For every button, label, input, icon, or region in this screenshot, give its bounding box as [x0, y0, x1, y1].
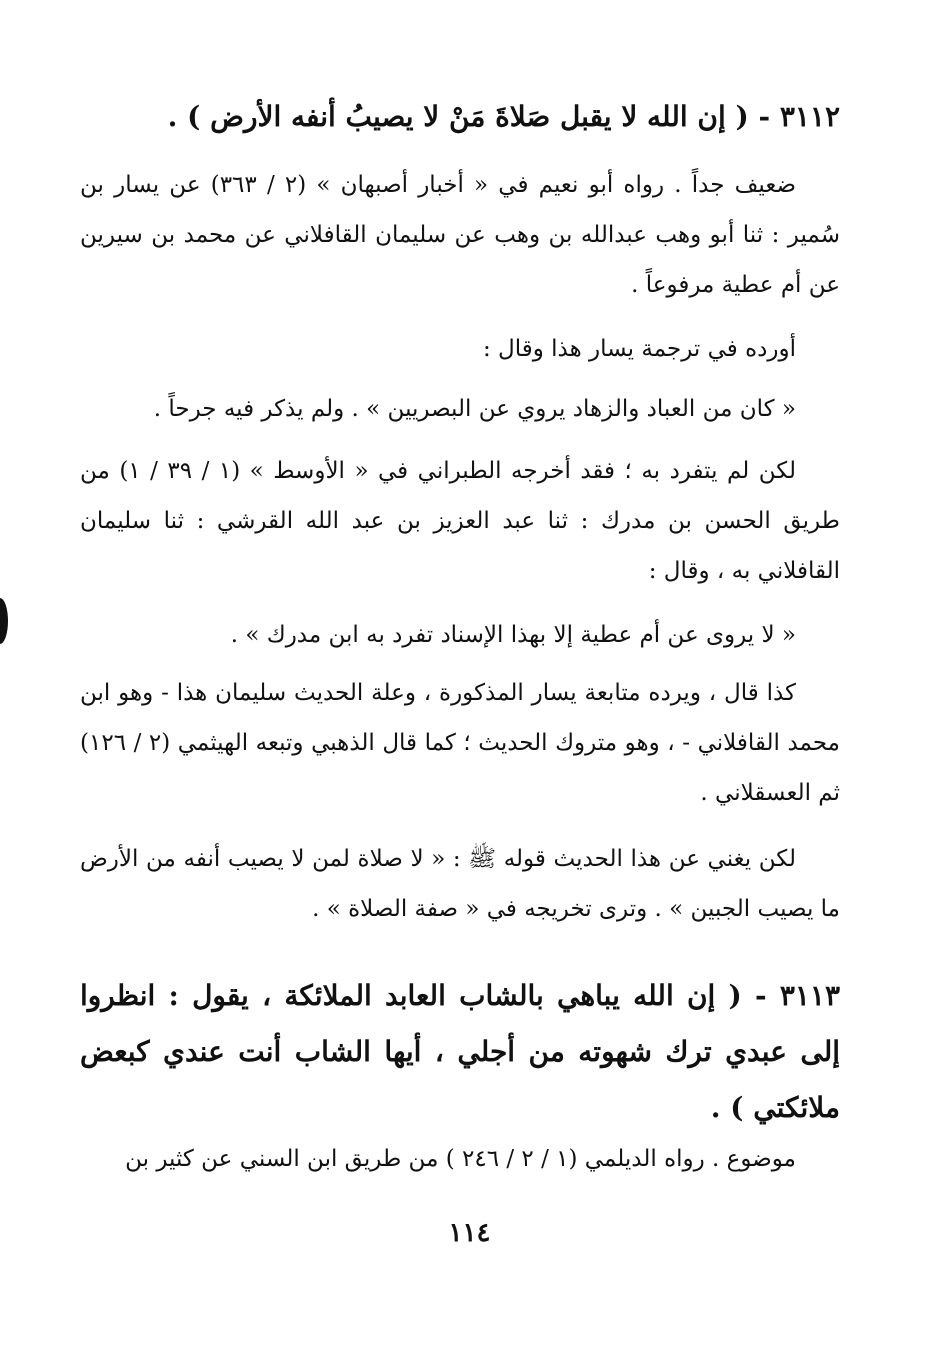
- hadith-3113-heading: ٣١١٣ - ( إن الله يباهي بالشاب العابد الملائكة ، يقول : انظروا إلى عبدي ترك شهوته من أجلي ، أيها الشاب أنت عندي كبعض ملائكتي ) .: [80, 979, 840, 1124]
- hadith-3113-grading: موضوع . رواه الديلمي (١ / ٢ / ٢٤٦ ) من طريق ابن السني عن كثير بن: [125, 1146, 796, 1172]
- hadith-3112-alternative: لكن يغني عن هذا الحديث قوله ﷺ : « لا صلاة لمن لا يصيب أنفه من الأرض ما يصيب الجبين » . وترى تخريجه في « صفة الصلاة » .: [80, 846, 840, 922]
- hadith-3112-illa: كذا قال ، ويرده متابعة يسار المذكورة ، وعلة الحديث سليمان هذا - وهو ابن محمد القافلاني - ، وهو متروك الحديث ؛ كما قال الذهبي وتبعه الهيثمي (٢ / ١٢٦) ثم العسقلاني .: [80, 680, 840, 806]
- hadith-3112-quote: « كان من العباد والزهاد يروي عن البصريين » . ولم يذكر فيه جرحاً .: [153, 396, 796, 422]
- page-number: ١١٤: [448, 1218, 491, 1248]
- binding-mark: [0, 598, 8, 644]
- hadith-3112-heading: ٣١١٢ - ( إن الله لا يقبل صَلاةَ مَنْ لا يصيبُ أنفه الأرض ) .: [167, 100, 840, 133]
- hadith-3112-grading: ضعيف جداً . رواه أبو نعيم في « أخبار أصبهان » (٢ / ٣٦٣) عن يسار بن سُمير : ثنا أبو وهب عبدالله بن وهب عن سليمان القافلاني عن محمد بن سيرين عن أم عطية مرفوعاً .: [80, 172, 840, 298]
- hadith-3112-tabarani: لكن لم يتفرد به ؛ فقد أخرجه الطبراني في « الأوسط » (١ / ٣٩ / ١) من طريق الحسن بن مدرك : ثنا عبد العزيز بن عبد الله القرشي : ثنا سليمان القافلاني به ، وقال :: [80, 458, 840, 584]
- hadith-3112-note: أورده في ترجمة يسار هذا وقال :: [482, 336, 796, 362]
- hadith-3112-tabarani-quote: « لا يروى عن أم عطية إلا بهذا الإسناد تفرد به ابن مدرك » .: [230, 622, 796, 648]
